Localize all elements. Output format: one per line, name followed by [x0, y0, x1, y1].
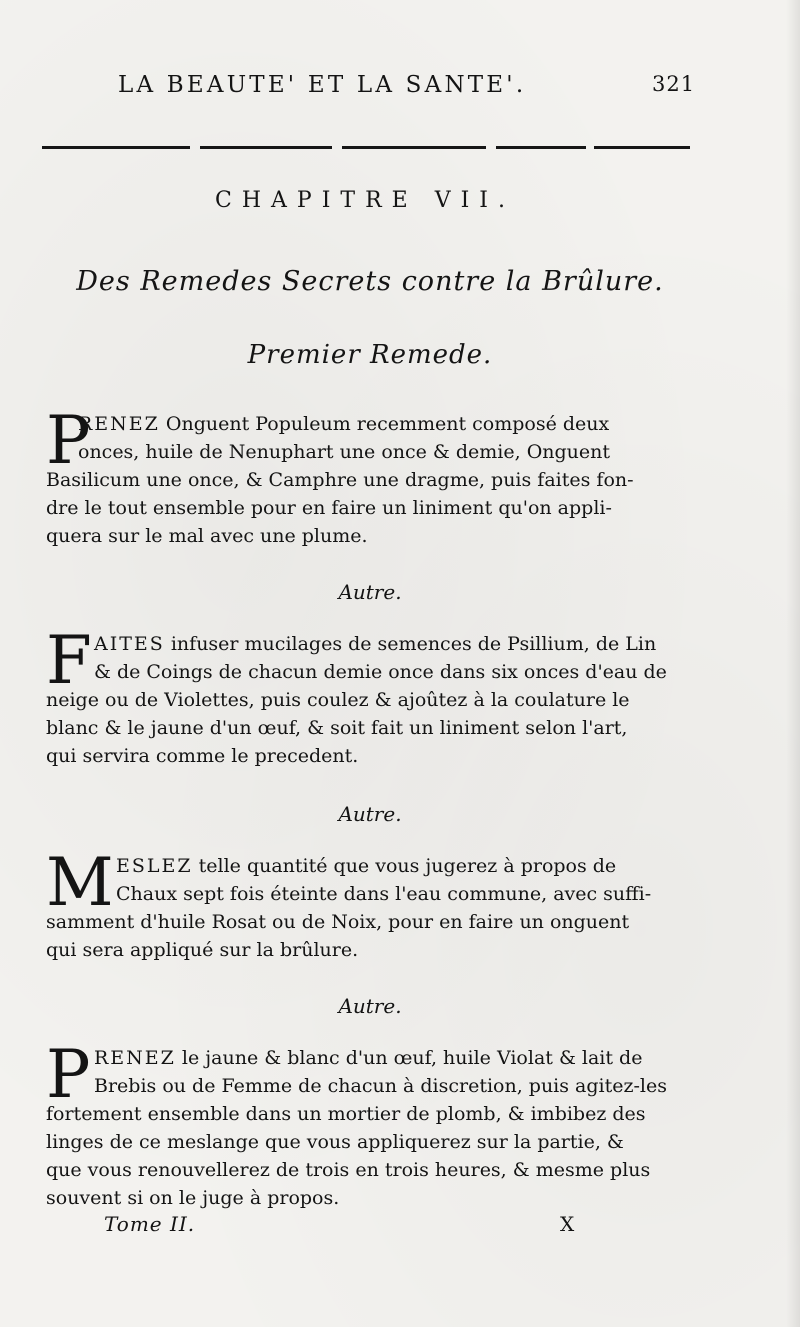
paragraph-line: RENEZ Onguent Populeum recemment composé deux	[78, 413, 610, 435]
paragraph-line: Chaux sept fois éteinte dans l'eau commune, avec suffi-	[116, 883, 652, 905]
signature-mark: X	[560, 1212, 575, 1236]
paragraph-line: linges de ce meslange que vous appliquerez sur la partie, &	[46, 1131, 624, 1153]
paragraph-line: que vous renouvellerez de trois en trois heures, & mesme plus	[46, 1159, 651, 1181]
paragraph-line: Brebis ou de Femme de chacun à discretion, puis agitez-les	[94, 1075, 667, 1097]
section-heading: Autre.	[338, 580, 402, 604]
rule-segment	[496, 146, 586, 149]
drop-cap: P	[46, 1036, 91, 1113]
rule-segment	[594, 146, 690, 149]
drop-cap: P	[46, 402, 91, 479]
section-heading: Autre.	[338, 802, 402, 826]
page-edge-shadow	[786, 0, 800, 1327]
paragraph-line: dre le tout ensemble pour en faire un liniment qu'on appli-	[46, 497, 612, 519]
paragraph-line: RENEZ le jaune & blanc d'un œuf, huile Violat & lait de	[94, 1047, 643, 1069]
lead-word: RENEZ	[94, 1047, 176, 1069]
lead-word: RENEZ	[78, 413, 160, 435]
paragraph-line: samment d'huile Rosat ou de Noix, pour en faire un onguent	[46, 911, 630, 933]
lead-word: ESLEZ	[116, 855, 193, 877]
rule-segment	[42, 146, 190, 149]
drop-cap: F	[46, 622, 92, 699]
section-paragraph	[46, 844, 698, 972]
paragraph-line: qui servira comme le precedent.	[46, 745, 359, 767]
paragraph-line: ESLEZ telle quantité que vous jugerez à propos de	[116, 855, 617, 877]
page-number: 321	[652, 72, 696, 96]
paragraph-line: fortement ensemble dans un mortier de plomb, & imbibez des	[46, 1103, 646, 1125]
section-heading: Autre.	[338, 994, 402, 1018]
paragraph-line: quera sur le mal avec une plume.	[46, 525, 368, 547]
paragraph-line: blanc & le jaune d'un œuf, & soit fait un liniment selon l'art,	[46, 717, 628, 739]
running-head: LA BEAUTE' ET LA SANTE'.	[118, 72, 527, 98]
section-paragraph	[46, 402, 698, 560]
paragraph-line: Basilicum une once, & Camphre une dragme, puis faites fon-	[46, 469, 634, 491]
lead-word: AITES	[94, 633, 165, 655]
paragraph-line: AITES infuser mucilages de semences de Psillium, de Lin	[94, 633, 657, 655]
chapter-subtitle: Des Remedes Secrets contre la Brûlure.	[76, 266, 664, 297]
section-paragraph	[46, 622, 698, 780]
rule-segment	[200, 146, 332, 149]
drop-cap: M	[46, 844, 114, 921]
volume-label: Tome II.	[104, 1212, 196, 1236]
rule-segment	[342, 146, 486, 149]
paragraph-line: & de Coings de chacun demie once dans six onces d'eau de	[94, 661, 667, 683]
section-heading: Premier Remede.	[247, 340, 493, 370]
paragraph-line: neige ou de Violettes, puis coulez & ajoûtez à la coulature le	[46, 689, 630, 711]
paragraph-line: onces, huile de Nenuphart une once & demie, Onguent	[78, 441, 611, 463]
paragraph-line: qui sera appliqué sur la brûlure.	[46, 939, 359, 961]
paragraph-line: souvent si on le juge à propos.	[46, 1187, 340, 1209]
chapter-title: CHAPITRE VII.	[215, 188, 515, 213]
section-paragraph	[46, 1036, 698, 1214]
